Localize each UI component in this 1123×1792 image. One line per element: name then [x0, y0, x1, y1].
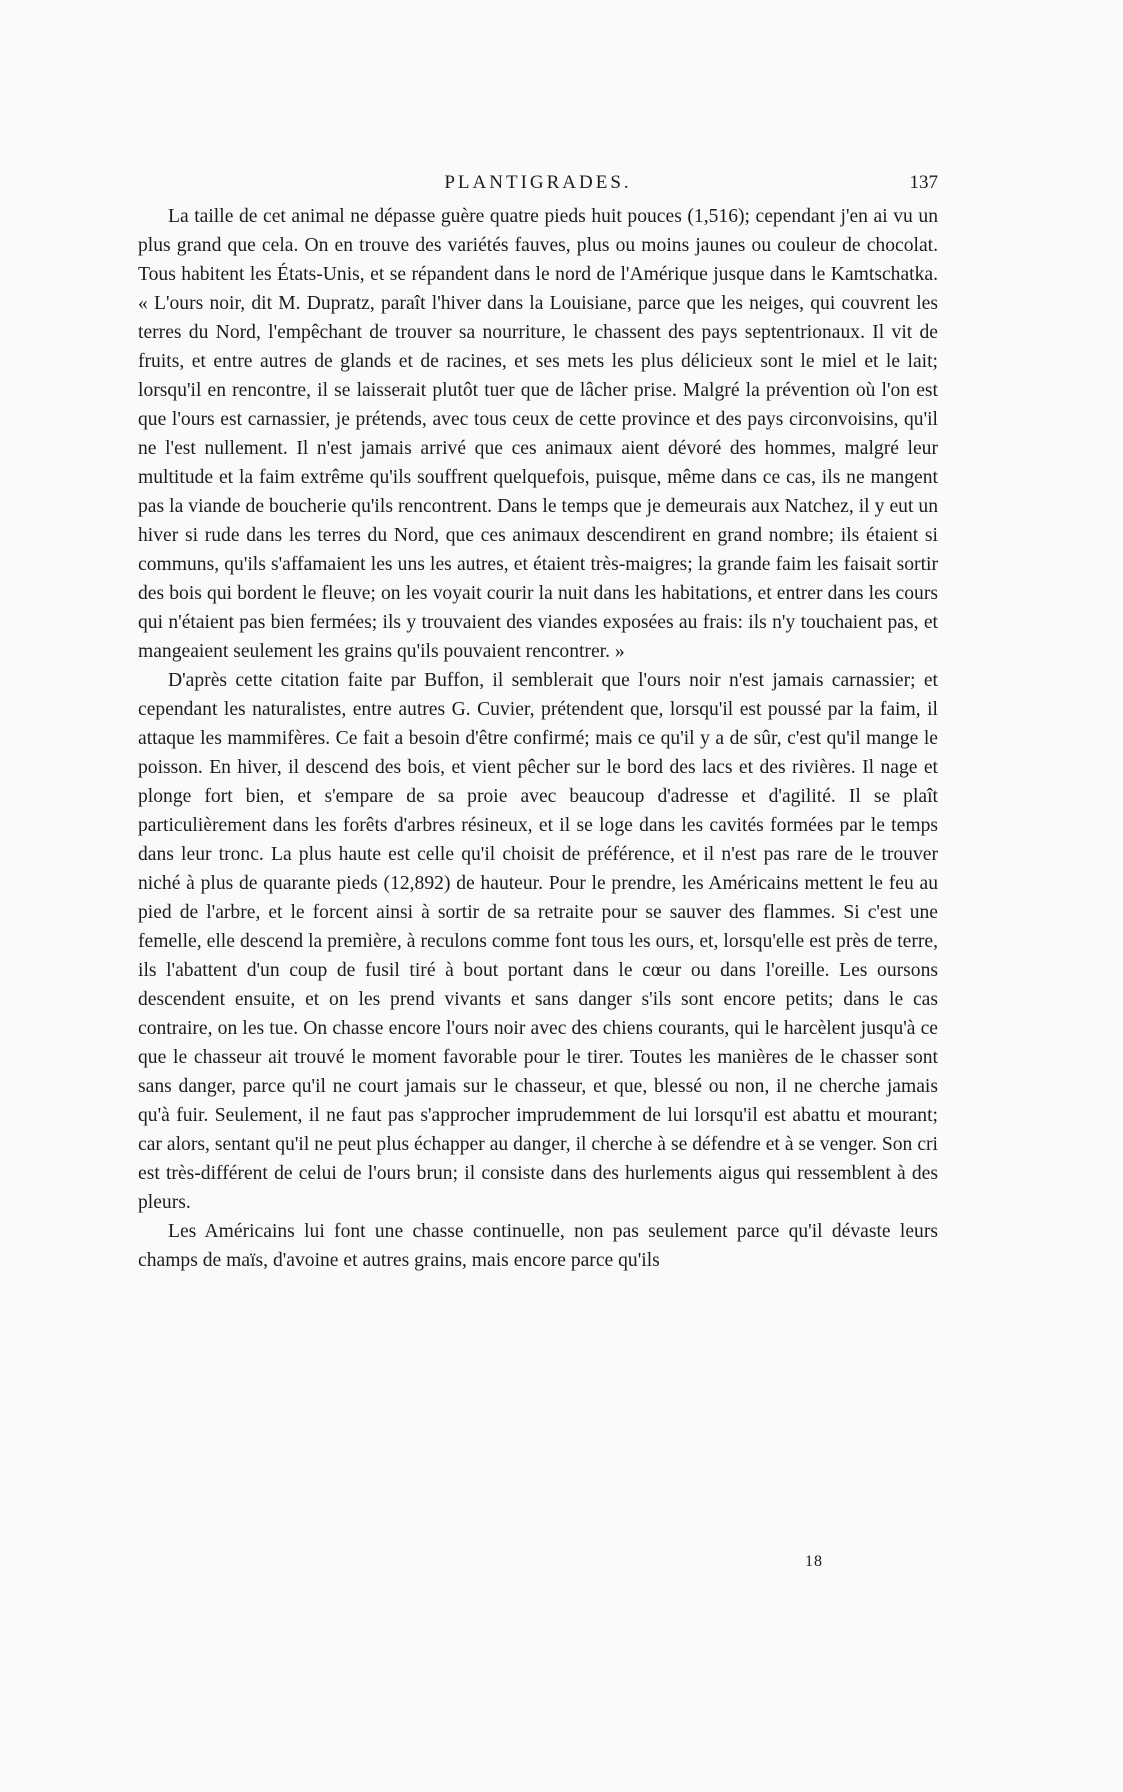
page-number: 137 — [909, 172, 938, 193]
running-head: PLANTIGRADES. — [444, 172, 632, 193]
paragraph-3: Les Américains lui font une chasse continuelle, non pas seulement parce qu'il dévaste leurs champs de maïs, d'avoine et autres grains, mais encore parce qu'ils — [138, 1221, 938, 1271]
paragraph-1: La taille de cet animal ne dépasse guère quatre pieds huit pouces (1,516); cependant j'en ai vu un plus grand que cela. On en trouve des variétés fauves, plus ou moins jaunes ou couleur de chocolat. Tous habitent les États-Unis, et se répandent dans le nord de l'Amérique jusque dans le Kamtschatka. « L'ours noir, dit M. Dupratz, paraît l'hiver dans la Louisiane, parce que les neiges, qui couvrent les terres du Nord, l'empêchant de trouver sa nourriture, le chassent des pays septentrionaux. Il vit de fruits, et entre autres de glands et de racines, et ses mets les plus délicieux sont le miel et le lait; lorsqu'il en rencontre, il se laisserait plutôt tuer que de lâcher prise. Malgré la prévention où l'on est que l'ours est carnassier, je prétends, avec tous ceux de cette province et des pays circonvoisins, qu'il ne l'est nullement. Il n'est jamais arrivé que ces animaux aient dévoré des hommes, malgré leur multitude et la faim extrême qu'ils souffrent quelquefois, puisque, même dans ce cas, ils ne mangent pas la viande de boucherie qu'ils rencontrent. Dans le temps que je demeurais aux Natchez, il y eut un hiver si rude dans les terres du Nord, que ces animaux descendirent en grand nombre; ils étaient si communs, qu'ils s'affamaient les uns les autres, et étaient très-maigres; la grande faim les faisait sortir des bois qui bordent le fleuve; on les voyait courir la nuit dans les habitations, et entrer dans les cours qui n'étaient pas bien fermées; ils y trouvaient des viandes exposées au frais: ils n'y touchaient pas, et mangeaient seulement les grains qu'ils pouvaient rencontrer. » — [138, 206, 938, 662]
body-text — [138, 202, 938, 1275]
signature-mark: 18 — [805, 1553, 823, 1570]
paragraph-2: D'après cette citation faite par Buffon, il semblerait que l'ours noir n'est jamais carnassier; et cependant les naturalistes, entre autres G. Cuvier, prétendent que, lorsqu'il est poussé par la faim, il attaque les mammifères. Ce fait a besoin d'être confirmé; mais ce qu'il y a de sûr, c'est qu'il mange le poisson. En hiver, il descend des bois, et vient pêcher sur le bord des lacs et des rivières. Il nage et plonge fort bien, et s'empare de sa proie avec beaucoup d'adresse et d'agilité. Il se plaît particulièrement dans les forêts d'arbres résineux, et il se loge dans les cavités formées par le temps dans leur tronc. La plus haute est celle qu'il choisit de préférence, et il n'est pas rare de le trouver niché à plus de quarante pieds (12,892) de hauteur. Pour le prendre, les Américains mettent le feu au pied de l'arbre, et le forcent ainsi à sortir de sa retraite pour se sauver des flammes. Si c'est une femelle, elle descend la première, à reculons comme font tous les ours, et, lorsqu'elle est près de terre, ils l'abattent d'un coup de fusil tiré à bout portant dans le cœur ou dans l'oreille. Les oursons descendent ensuite, et on les prend vivants et sans danger s'ils sont encore petits; dans le cas contraire, on les tue. On chasse encore l'ours noir avec des chiens courants, qui le harcèlent jusqu'à ce que le chasseur ait trouvé le moment favorable pour le tirer. Toutes les manières de le chasser sont sans danger, parce qu'il ne court jamais sur le chasseur, et que, blessé ou non, il ne cherche jamais qu'à fuir. Seulement, il ne faut pas s'approcher imprudemment de lui lorsqu'il est abattu et mourant; car alors, sentant qu'il ne peut plus échapper au danger, il cherche à se défendre et à se venger. Son cri est très-différent de celui de l'ours brun; il consiste dans des hurlements aigus qui ressemblent à des pleurs. — [138, 670, 938, 1213]
page-header — [138, 172, 938, 196]
